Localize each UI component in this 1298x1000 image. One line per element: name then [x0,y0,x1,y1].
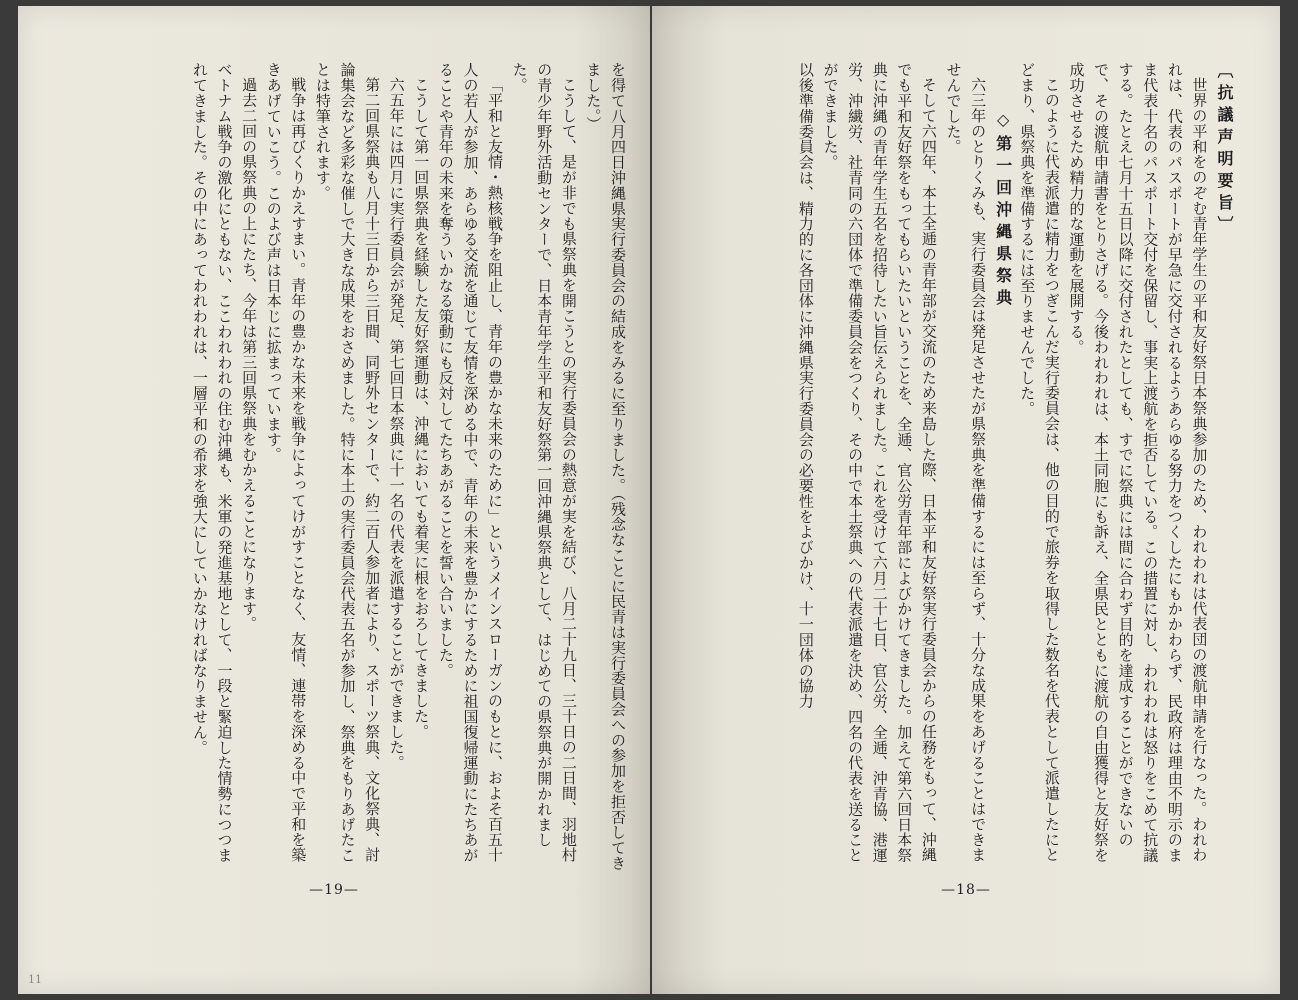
paragraph: ベトナム戦争の激化にともない、ここわれわれの住む沖縄も、米軍の発進基地として、一段と緊迫した情勢につつまれてきました。その中にあってわれわれは、一層平和の希求を強大にしていかなければなりません。 [190,62,234,863]
corner-pencil-mark: 11 [28,973,42,986]
section-body [793,62,990,874]
paragraph: 世界の平和をのぞむ青年学生の平和友好祭日本祭典参加のため、われわれは代表団の渡航申請を行なった。われわれは、代表のパスポートが早急に交付されるようあらゆる努力をつくしたにもかかわらず、民政府は理由不明示のまま代表十名のパスポート交付を保留し、事実上渡航を拒否している。この措置に対し、われわれは怒りをこめて抗議する。たとえ七月十五日以降に交付されたとしても、すでに祭典には間に合わず目的を達成することができないので、その渡航申請書をとりさげる。今後われわれは、本土同胞にも訴え、全県民とともに渡航の自由獲得と友好祭を成功させるため精力的な運動を展開する。 [1067,62,1209,863]
right-page-text [696,62,1236,874]
paragraph: 戦争は再びくりかえすまい。青年の豊かな未来を戦争によってけがすことなく、友情、連帯を深める中で平和を築きあげていこう。このよび声は日本じに拡まっています。 [264,62,308,863]
protest-statement-body [1015,62,1212,874]
paragraph: このように代表派遣に精力をつぎこんだ実行委員会は、他の目的で旅券を取得した数名を代表として派遣したにとどまり、県祭典を準備するには至りませんでした。 [1018,62,1061,863]
paragraph: を得て八月四日沖縄県実行委員会の結成をみるに至りました。（残念なことに民青は実行委員会への参加を拒否してきました。） [584,62,627,871]
paragraph: 以後準備委員会は、精力的に各団体に沖縄県実行委員会の必要性をよびかけ、十一団体の協力 [796,62,815,709]
right-page [652,6,1280,994]
left-page-text [73,62,630,874]
paragraph: こうして、是が非でも県祭典を開こうとの実行委員会の熱意が実を結び、八月二十九日、三十日の二日間、羽地村の青少年野外活動センターで、日本青年学生平和友好祭第一回沖縄県祭典として、はじめての県祭典が開かれました。 [510,62,578,863]
paragraph: そして六四年、本土全逓の青年部が交流のため来島した際、日本平和友好祭実行委員会からの任務をもって、沖縄でも平和友好祭をもってもらいたいということを、全逓、官公労青年部によびかけてきました。加えて第六回日本祭典に沖縄の青年学生五名を招待したい旨伝えられました。これを受けて六月二十七日、官公労、全逓、沖青協、港運労、沖繊労、社青同の六団体で準備委員会をつくり、その中で本土祭典への代表派遣を決め、四名の代表を送ることができました。 [821,62,938,863]
page-number-left: —19— [309,882,359,898]
section-heading: ◇第一回沖縄県祭典 [993,110,1013,311]
left-page [18,6,650,994]
paragraph: 過去二回の県祭典の上にたち、今年は第三回県祭典をむかえることになります。 [240,77,259,632]
paragraph: 六五年には四月に実行委員会が発足、第七回日本祭典に十一名の代表を派遣することができました。 [387,77,406,770]
paragraph: こうして第一回県祭典を経験した友好祭運動は、沖縄においても着実に根をおろしてきました。 [412,77,431,740]
book-spread [18,6,1280,994]
page-number-right: —18— [941,882,991,898]
paragraph: 第二回県祭典も八月十三日から三日間、同野外センターで、約二百人参加者により、スポーツ祭典、文化祭典、討論集会など多彩な催しで大きな成果をおさめました。特に本土の実行委員会代表五名が参加し、祭典をもりあげたことは特筆されます。 [313,62,382,863]
paragraph: 「平和と友情・熱核戦争を阻止し、青年の豊かな未来のために」というメインスローガンのもとに、およそ百五十人の若人が参加、あらゆる交流を通じて友情を深める中で、青年の未来を豊かにするために祖国復帰運動にたちあがることや青年の未来を奪ういかなる策動にも反対してたちあがることを誓い合いました。 [436,62,505,863]
paragraph: 六三年のとりくみも、実行委員会は発足させたが県祭典を準備するには至らず、十分な成果をあげることはできませんでした。 [944,62,988,863]
protest-statement-title: 〔抗議声明要旨〕 [1215,62,1234,238]
